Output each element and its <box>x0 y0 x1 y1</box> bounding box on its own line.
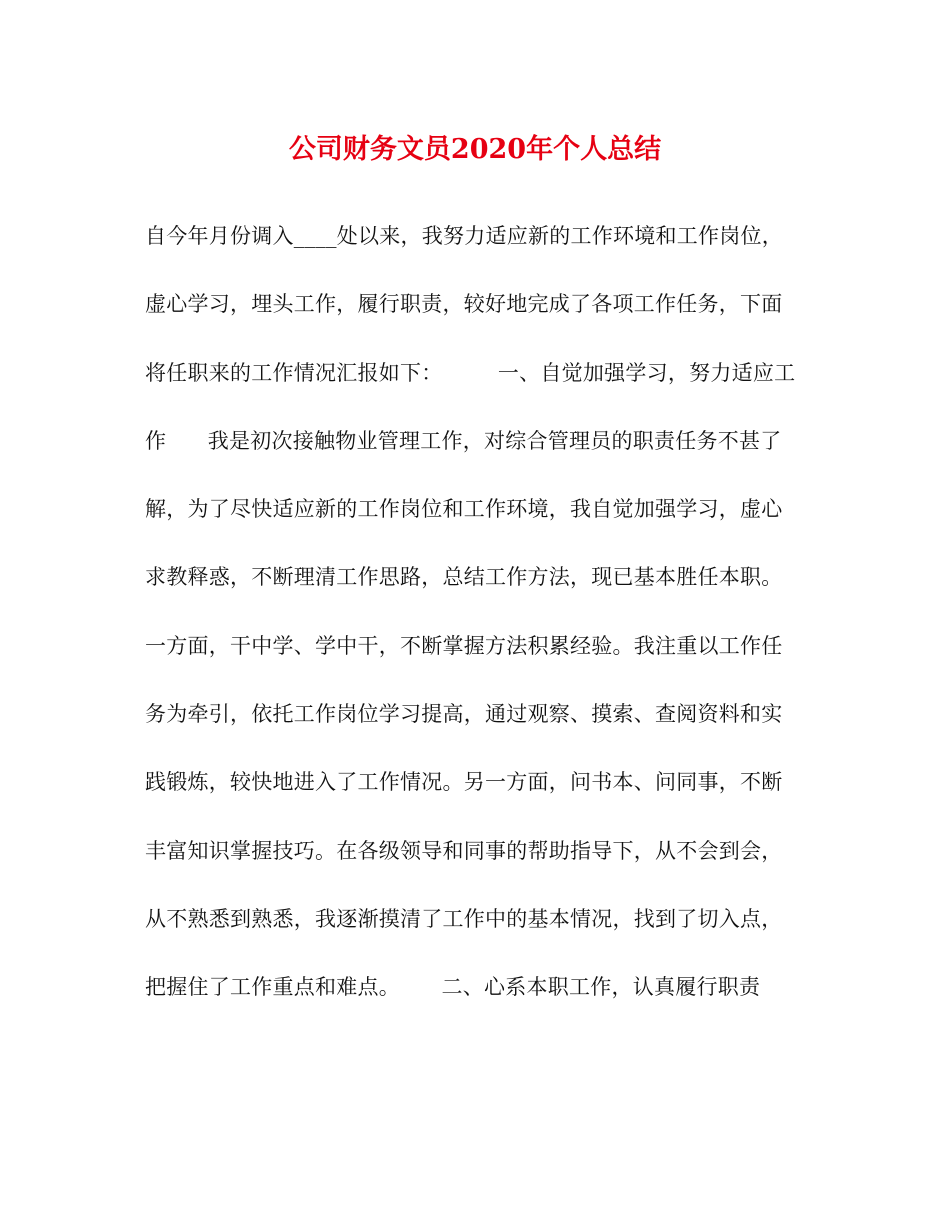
body-line-6: 求教释惑，不断理清工作思路，总结工作方法，现已基本胜任本职。 <box>145 565 783 590</box>
body-line-9: 践锻炼，较快地进入了工作情况。另一方面，问书本、问同事，不断 <box>145 770 783 795</box>
body-line-12: 把握住了工作重点和难点。 二、心系本职工作，认真履行职责 <box>145 975 761 1000</box>
body-line-5: 解，为了尽快适应新的工作岗位和工作环境，我自觉加强学习，虚心 <box>145 497 783 522</box>
body-line-1: 自今年月份调入____处以来，我努力适应新的工作环境和工作岗位， <box>145 224 783 248</box>
body-line-10: 丰富知识掌握技巧。在各级领导和同事的帮助指导下，从不会到会， <box>145 838 783 863</box>
body-line-3: 将任职来的工作情况汇报如下： 一、自觉加强学习，努力适应工 <box>145 360 796 385</box>
document-body <box>145 216 810 1036</box>
body-line-4: 作 我是初次接触物业管理工作，对综合管理员的职责任务不甚了 <box>145 428 782 453</box>
body-line-2: 虚心学习，埋头工作，履行职责，较好地完成了各项工作任务，下面 <box>145 292 783 317</box>
document-title: 公司财务文员2020年个人总结 <box>288 134 662 165</box>
body-line-11: 从不熟悉到熟悉，我逐渐摸清了工作中的基本情况，找到了切入点， <box>145 906 783 931</box>
body-line-8: 务为牵引，依托工作岗位学习提高，通过观察、摸索、查阅资料和实 <box>145 702 783 727</box>
body-line-7: 一方面，干中学、学中干，不断掌握方法积累经验。我注重以工作任 <box>145 633 783 658</box>
